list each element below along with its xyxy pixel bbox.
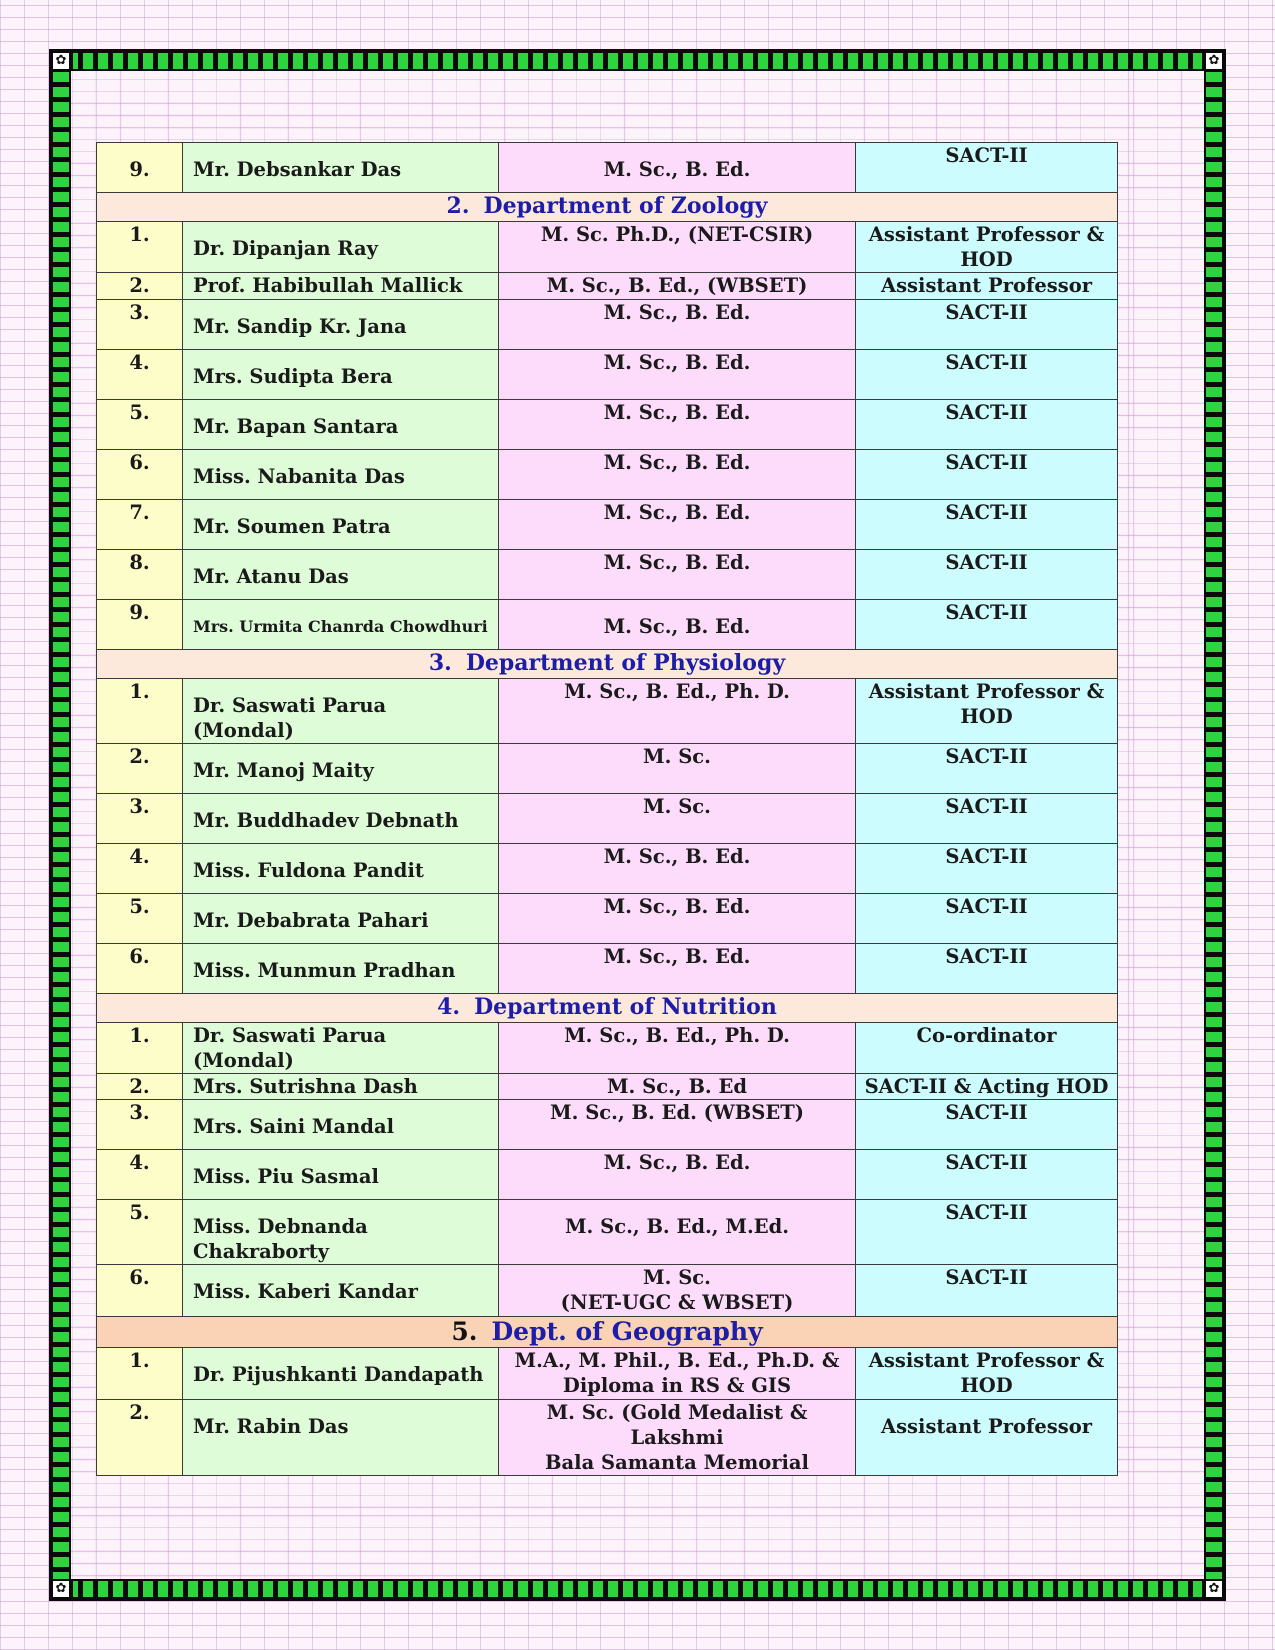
qualification: M. Sc.: [643, 1266, 711, 1289]
qualification: M. Sc., B. Ed.: [499, 143, 856, 193]
faculty-name: Mrs. Urmita Chanrda Chowdhuri: [183, 600, 499, 650]
designation: Assistant Professor & HOD: [856, 1348, 1118, 1400]
designation: SACT-II: [856, 550, 1118, 600]
faculty-name: Dr. Saswati Parua (Mondal): [183, 1023, 499, 1074]
table-row: [97, 450, 1118, 500]
qualification: M.A., M. Phil., B. Ed., Ph.D. &: [514, 1349, 840, 1372]
faculty-name: Mrs. Saini Mandal: [183, 1100, 499, 1150]
table-row: [97, 794, 1118, 844]
table-row: [97, 350, 1118, 400]
serial-number: 2.: [97, 1400, 183, 1476]
qualification: M. Sc., B. Ed.: [499, 894, 856, 944]
designation: SACT-II: [856, 1200, 1118, 1265]
qualification: M. Sc., B. Ed.: [499, 1150, 856, 1200]
faculty-name: Dr. Saswati Parua (Mondal): [183, 679, 499, 744]
faculty-name: Mr. Sandip Kr. Jana: [183, 300, 499, 350]
serial-number: 1.: [97, 679, 183, 744]
faculty-name: Prof. Habibullah Mallick: [183, 273, 499, 300]
designation: SACT-II: [856, 794, 1118, 844]
faculty-name: Mr. Bapan Santara: [183, 400, 499, 450]
qualification: M. Sc., B. Ed., M.Ed.: [499, 1200, 856, 1265]
table-row: [97, 400, 1118, 450]
corner-ornament-icon: ✿: [51, 51, 71, 71]
department-number: 3.: [428, 650, 452, 676]
faculty-name: Mrs. Sutrishna Dash: [183, 1074, 499, 1100]
designation: SACT-II: [856, 450, 1118, 500]
faculty-name: Mr. Soumen Patra: [183, 500, 499, 550]
qualification-cell: [499, 1348, 856, 1400]
qualification: M. Sc. Ph.D., (NET-CSIR): [499, 222, 856, 273]
qualification: M. Sc., B. Ed., Ph. D.: [499, 679, 856, 744]
qualification: M. Sc., B. Ed.: [499, 944, 856, 994]
serial-number: 9.: [97, 600, 183, 650]
qualification: M. Sc., B. Ed., (WBSET): [499, 273, 856, 300]
table-row: [97, 1150, 1118, 1200]
table-row: [97, 1074, 1118, 1100]
table-row: [97, 1348, 1118, 1400]
designation: SACT-II: [856, 744, 1118, 794]
qualification: M. Sc., B. Ed.: [499, 400, 856, 450]
designation: SACT-II: [856, 944, 1118, 994]
serial-number: 7.: [97, 500, 183, 550]
table-row: [97, 679, 1118, 744]
table-row: [97, 143, 1118, 193]
serial-number: 4.: [97, 844, 183, 894]
faculty-name: Miss. Munmun Pradhan: [183, 944, 499, 994]
designation: SACT-II: [856, 500, 1118, 550]
qualification-line-2: (NET-UGC & WBSET): [560, 1291, 794, 1314]
serial-number: 9.: [97, 143, 183, 193]
serial-number: 3.: [97, 794, 183, 844]
designation: SACT-II: [856, 844, 1118, 894]
qualification: M. Sc., B. Ed.: [499, 600, 856, 650]
designation: Co-ordinator: [856, 1023, 1118, 1074]
department-heading-nutrition: [97, 994, 1118, 1023]
qualification: M. Sc.: [499, 744, 856, 794]
corner-ornament-icon: ✿: [1204, 51, 1224, 71]
designation: SACT-II: [856, 1100, 1118, 1150]
qualification: M. Sc., B. Ed.: [499, 300, 856, 350]
faculty-name: Mr. Rabin Das: [183, 1400, 499, 1476]
faculty-name: Mr. Manoj Maity: [183, 744, 499, 794]
table-row: [97, 300, 1118, 350]
serial-number: 2.: [97, 273, 183, 300]
qualification: M. Sc., B. Ed: [499, 1074, 856, 1100]
designation: SACT-II: [856, 894, 1118, 944]
serial-number: 1.: [97, 1348, 183, 1400]
table-row: [97, 744, 1118, 794]
serial-number: 6.: [97, 450, 183, 500]
table-row: [97, 1100, 1118, 1150]
designation: SACT-II & Acting HOD: [856, 1074, 1118, 1100]
serial-number: 8.: [97, 550, 183, 600]
designation: Assistant Professor: [856, 1400, 1118, 1476]
serial-number: 1.: [97, 1023, 183, 1074]
designation: SACT-II: [856, 143, 1118, 193]
qualification-cell: [499, 1265, 856, 1317]
department-heading-zoology: [97, 193, 1118, 222]
qualification: M. Sc., B. Ed.: [499, 550, 856, 600]
designation: Assistant Professor & HOD: [856, 679, 1118, 744]
designation: Assistant Professor & HOD: [856, 222, 1118, 273]
corner-ornament-icon: ✿: [1204, 1579, 1224, 1599]
serial-number: 2.: [97, 1074, 183, 1100]
designation: SACT-II: [856, 1265, 1118, 1317]
department-heading-geography: [97, 1317, 1118, 1348]
faculty-name: Miss. Kaberi Kandar: [183, 1265, 499, 1317]
corner-ornament-icon: ✿: [51, 1579, 71, 1599]
department-number: 5.: [451, 1317, 478, 1346]
department-number: 2.: [446, 193, 470, 219]
table-row: [97, 944, 1118, 994]
serial-number: 5.: [97, 894, 183, 944]
designation: SACT-II: [856, 600, 1118, 650]
department-title: Department of Nutrition: [474, 994, 777, 1020]
faculty-name: Miss. Debnanda Chakraborty: [183, 1200, 499, 1265]
faculty-name: Dr. Pijushkanti Dandapath: [183, 1348, 499, 1400]
department-title: Department of Physiology: [465, 650, 786, 676]
serial-number: 4.: [97, 1150, 183, 1200]
faculty-name: Mr. Debabrata Pahari: [183, 894, 499, 944]
serial-number: 6.: [97, 944, 183, 994]
department-heading-physiology: [97, 650, 1118, 679]
serial-number: 3.: [97, 300, 183, 350]
qualification: M. Sc., B. Ed. (WBSET): [499, 1100, 856, 1150]
serial-number: 6.: [97, 1265, 183, 1317]
serial-number: 1.: [97, 222, 183, 273]
table-row: [97, 550, 1118, 600]
table-row: [97, 844, 1118, 894]
designation: SACT-II: [856, 400, 1118, 450]
faculty-name: Dr. Dipanjan Ray: [183, 222, 499, 273]
faculty-name: Mr. Atanu Das: [183, 550, 499, 600]
serial-number: 2.: [97, 744, 183, 794]
qualification: M. Sc.: [499, 794, 856, 844]
faculty-name: Miss. Fuldona Pandit: [183, 844, 499, 894]
serial-number: 5.: [97, 400, 183, 450]
serial-number: 3.: [97, 1100, 183, 1150]
faculty-name: Mrs. Sudipta Bera: [183, 350, 499, 400]
faculty-name: Mr. Buddhadev Debnath: [183, 794, 499, 844]
faculty-name: Mr. Debsankar Das: [183, 143, 499, 193]
designation: SACT-II: [856, 350, 1118, 400]
table-row: [97, 1400, 1118, 1476]
serial-number: 4.: [97, 350, 183, 400]
qualification: M. Sc., B. Ed.: [499, 500, 856, 550]
table-row: [97, 1023, 1118, 1074]
table-row: [97, 600, 1118, 650]
table-row: [97, 222, 1118, 273]
faculty-table: [96, 142, 1118, 1476]
qualification: M. Sc., B. Ed.: [499, 844, 856, 894]
qualification: M. Sc., B. Ed.: [499, 450, 856, 500]
designation: SACT-II: [856, 300, 1118, 350]
table-row: [97, 894, 1118, 944]
table-row: [97, 500, 1118, 550]
faculty-name: Miss. Piu Sasmal: [183, 1150, 499, 1200]
table-row: [97, 273, 1118, 300]
qualification-cell: [499, 1400, 856, 1476]
department-title: Department of Zoology: [483, 193, 768, 219]
qualification-line-2: Diploma in RS & GIS: [562, 1374, 792, 1397]
qualification: M. Sc., B. Ed.: [499, 350, 856, 400]
table-row: [97, 1200, 1118, 1265]
serial-number: 5.: [97, 1200, 183, 1265]
designation: SACT-II: [856, 1150, 1118, 1200]
designation: Assistant Professor: [856, 273, 1118, 300]
department-number: 4.: [437, 994, 461, 1020]
qualification-line-2: Bala Samanta Memorial: [545, 1451, 809, 1474]
department-title: Dept. of Geography: [491, 1317, 763, 1346]
faculty-name: Miss. Nabanita Das: [183, 450, 499, 500]
qualification: M. Sc. (Gold Medalist & Lakshmi: [546, 1401, 808, 1449]
qualification: M. Sc., B. Ed., Ph. D.: [499, 1023, 856, 1074]
table-row: [97, 1265, 1118, 1317]
